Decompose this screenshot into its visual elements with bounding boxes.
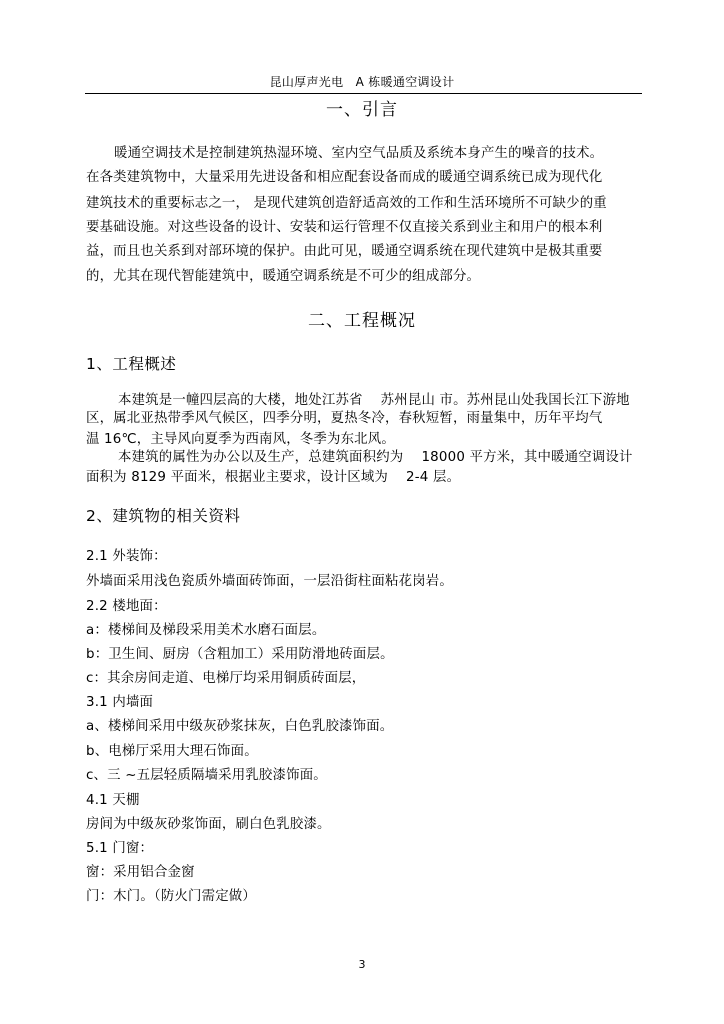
section-title-introduction: 一、引言 <box>326 100 398 120</box>
building-info-line: 4.1 天棚 <box>86 793 140 808</box>
summary-line-3: 温 16℃，主导风向夏季为西南风，冬季为东北风。 <box>86 432 395 447</box>
intro-line-3: 建筑技术的重要标志之一， 是现代建筑创造舒适高效的工作和生活环境所不可缺少的重 <box>86 196 607 211</box>
building-info-line: 门：木门。（防火门需定做） <box>86 889 256 904</box>
building-info-line: b：卫生间、厨房（含粗加工）采用防滑地砖面层。 <box>86 647 394 662</box>
intro-line-1: 暖通空调技术是控制建筑热湿环境、室内空气品质及系统本身产生的噪音的技术。 <box>114 146 604 161</box>
header-divider <box>85 93 642 94</box>
building-info-line: c：其余房间走道、电梯厅均采用铜质砖面层， <box>86 671 366 686</box>
section-title-overview: 二、工程概况 <box>308 311 416 331</box>
building-info-line: 外墙面采用浅色瓷质外墙面砖饰面，一层沿街柱面粘花岗岩。 <box>86 574 453 589</box>
building-info-line: 3.1 内墙面 <box>86 695 154 710</box>
building-info-line: a、楼梯间采用中级灰砂浆抹灰，白色乳胶漆饰面。 <box>86 719 394 734</box>
page-header-title: 昆山厚声光电 A 栋暖通空调设计 <box>269 75 455 89</box>
summary-line-4: 本建筑的属性为办公以及生产，总建筑面积约为 18000 平方米，其中暖通空调设计 <box>118 450 633 465</box>
building-info-line: 2.2 楼地面： <box>86 599 167 614</box>
building-info-line: a：楼梯间及梯段采用美术水磨石面层。 <box>86 623 326 638</box>
building-info-line: 5.1 门窗： <box>86 841 154 856</box>
summary-line-5: 面积为 8129 平面米，根据业主要求，设计区域为 2-4 层。 <box>86 470 461 485</box>
subsection-title-building-info: 2、建筑物的相关资料 <box>86 507 241 525</box>
building-info-line: b、电梯厅采用大理石饰面。 <box>86 744 258 759</box>
intro-line-4: 要基础设施。对这些设备的设计、安装和运行管理不仅直接关系到业主和用户的根本利 <box>86 220 603 235</box>
page-number: 3 <box>358 958 366 971</box>
building-info-line: c、三 ~五层轻质隔墙采用乳胶漆饰面。 <box>86 768 327 783</box>
intro-line-2: 在各类建筑物中，大量采用先进设备和相应配套设备而成的暖通空调系统已成为现代化 <box>86 170 603 185</box>
building-info-line: 房间为中级灰砂浆饰面，刷白色乳胶漆。 <box>86 817 331 832</box>
summary-line-1: 本建筑是一幢四层高的大楼，地处江苏省 苏州昆山 市。苏州昆山处我国长江下游地 <box>118 393 630 408</box>
intro-line-5: 益，而且也关系到对部环境的保护。由此可见，暖通空调系统在现代建筑中是极其重要 <box>86 244 603 259</box>
subsection-title-project-summary: 1、工程概述 <box>86 355 177 373</box>
building-info-line: 2.1 外装饰： <box>86 549 167 564</box>
building-info-line: 窗：采用铝合金窗 <box>86 865 195 880</box>
intro-line-6: 的，尤其在现代智能建筑中，暖通空调系统是不可少的组成部分。 <box>86 269 481 284</box>
summary-line-2: 区，属北亚热带季风气候区，四季分明，夏热冬冷，春秋短暂，雨量集中，历年平均气 <box>86 411 603 426</box>
